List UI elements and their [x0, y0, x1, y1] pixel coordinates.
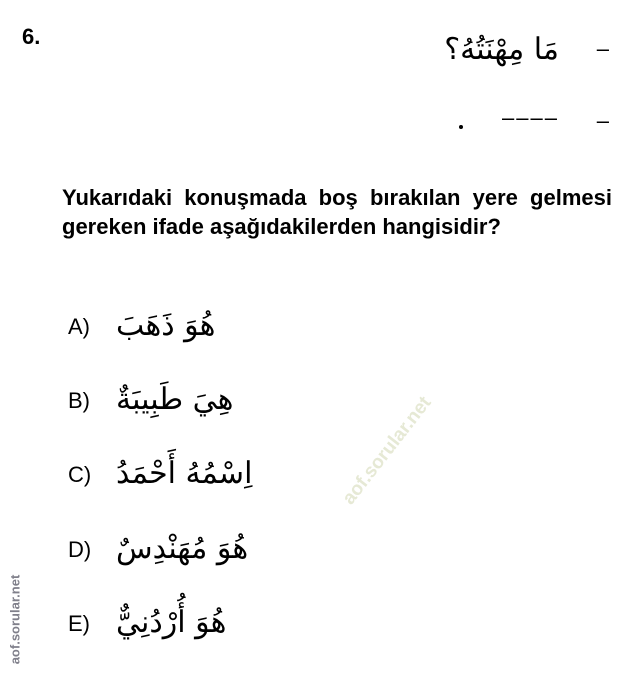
dialog-line-answer: [0, 103, 635, 143]
option-letter: B): [68, 388, 90, 413]
option-text: هِيَ طَبِيبَةٌ: [116, 382, 234, 417]
option-text: هُوَ أُرْدُنِيٌّ: [116, 605, 227, 640]
question-prompt: Yukarıdaki konuşmada boş bırakılan yere gelmesi gereken ifade aşağıdakilerden hangisidir?: [62, 185, 612, 239]
option-e[interactable]: [68, 605, 368, 659]
watermark-center: aof.sorular.net: [338, 392, 436, 509]
answer-blank: ––––: [502, 105, 559, 130]
dialog-line-question: [0, 30, 635, 70]
watermark-side: aof.sorular.net: [7, 574, 23, 665]
option-a[interactable]: [68, 308, 368, 362]
question-number: 6.: [22, 24, 41, 49]
option-letter: C): [68, 462, 92, 487]
option-c[interactable]: [68, 456, 368, 510]
option-letter: D): [68, 537, 92, 562]
option-d[interactable]: [68, 531, 368, 585]
dialog-dash: –: [596, 36, 609, 61]
end-period: [459, 125, 463, 129]
option-letter: A): [68, 314, 90, 339]
dialog-question-text: مَا مِهْنَتُهُ؟: [444, 32, 559, 67]
option-text: اِسْمُهُ أَحْمَدُ: [116, 456, 253, 491]
option-letter: E): [68, 611, 90, 636]
option-b[interactable]: [68, 382, 368, 436]
dialog-dash: –: [596, 108, 609, 133]
option-text: هُوَ ذَهَبَ: [116, 308, 216, 343]
option-text: هُوَ مُهَنْدِسٌ: [116, 531, 249, 566]
